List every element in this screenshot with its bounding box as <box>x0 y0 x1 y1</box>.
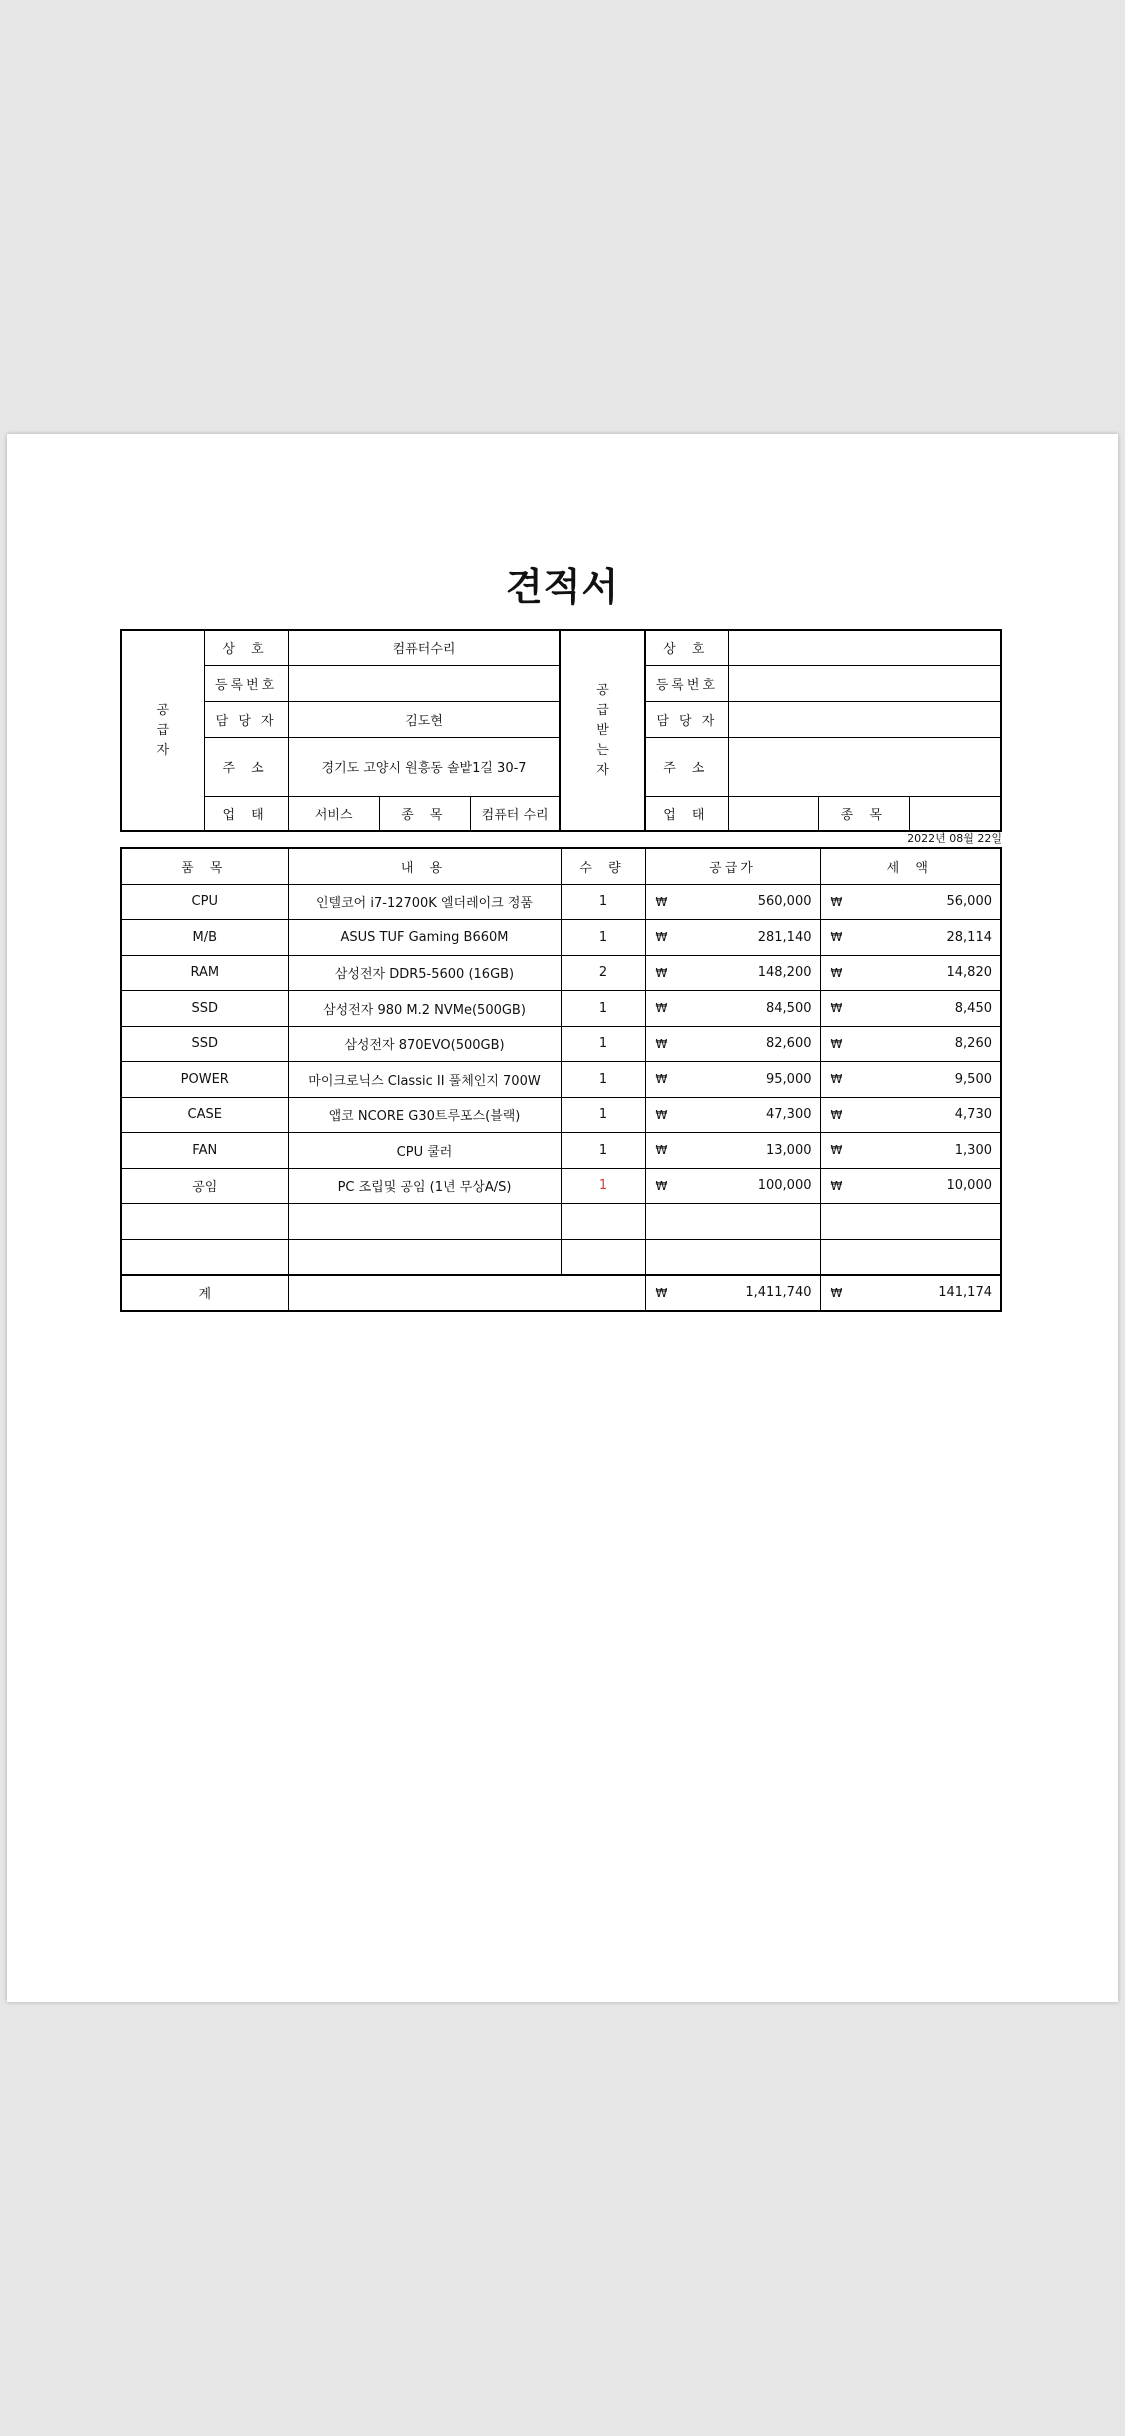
table-row <box>121 1026 1001 1062</box>
items-header-row <box>121 848 1001 884</box>
won-symbol: ₩ <box>830 1036 843 1051</box>
receiver-section-label: 공급받는자 <box>560 630 644 831</box>
receiver-business-item-value <box>910 796 1001 831</box>
row-item: SSD <box>121 1026 288 1062</box>
row-quantity: 2 <box>561 955 645 991</box>
row-description: 인텔코어 i7-12700K 엘더레이크 정품 <box>288 884 561 920</box>
row-supply-price: ₩ 95,000 <box>645 1062 820 1098</box>
won-symbol: ₩ <box>830 930 843 945</box>
supplier-manager-label: 담 당 자 <box>204 701 288 737</box>
document-page <box>7 434 1118 2002</box>
header-quantity: 수 량 <box>561 848 645 884</box>
table-row <box>121 991 1001 1027</box>
row-tax: ₩ 28,114 <box>820 920 1001 956</box>
won-symbol: ₩ <box>655 1285 668 1300</box>
receiver-reg-no-value <box>729 665 1001 701</box>
table-row <box>121 884 1001 920</box>
supplier-address-value: 경기도 고양시 원흥동 솔밭1길 30-7 <box>288 737 560 796</box>
row-description: 삼성전자 870EVO(500GB) <box>288 1026 561 1062</box>
receiver-address-value <box>729 737 1001 796</box>
row-description: PC 조립및 공임 (1년 무상A/S) <box>288 1168 561 1204</box>
total-tax: ₩ 141,174 <box>820 1275 1001 1311</box>
row-description: 삼성전자 980 M.2 NVMe(500GB) <box>288 991 561 1027</box>
row-quantity: 1 <box>561 1062 645 1098</box>
won-symbol: ₩ <box>655 1072 668 1087</box>
row-supply-price: ₩ 13,000 <box>645 1133 820 1169</box>
row-supply-price: ₩ 281,140 <box>645 920 820 956</box>
receiver-business-item-label: 종 목 <box>819 796 910 831</box>
row-tax: ₩ 8,260 <box>820 1026 1001 1062</box>
row-supply-price: ₩ 100,000 <box>645 1168 820 1204</box>
receiver-company-value <box>729 630 1001 665</box>
items-table <box>120 847 1002 1312</box>
row-tax: ₩ 1,300 <box>820 1133 1001 1169</box>
receiver-business-type-value <box>729 796 819 831</box>
row-tax: ₩ 14,820 <box>820 955 1001 991</box>
total-row <box>121 1275 1001 1311</box>
supplier-section-label: 공급자 <box>121 630 204 831</box>
supplier-business-item-value: 컴퓨터 수리 <box>470 796 560 831</box>
row-item: CPU <box>121 884 288 920</box>
row-quantity: 1 <box>561 1026 645 1062</box>
row-quantity: 1 <box>561 920 645 956</box>
table-row <box>121 1133 1001 1169</box>
won-symbol: ₩ <box>830 1072 843 1087</box>
empty-row <box>121 1239 1001 1275</box>
row-tax: ₩ 9,500 <box>820 1062 1001 1098</box>
row-item: 공임 <box>121 1168 288 1204</box>
supplier-company-label: 상 호 <box>204 630 288 665</box>
receiver-business-type-label: 업 태 <box>645 796 729 831</box>
row-description: 앱코 NCORE G30트루포스(블랙) <box>288 1097 561 1133</box>
empty-row <box>121 1204 1001 1240</box>
receiver-address-label: 주 소 <box>645 737 729 796</box>
won-symbol: ₩ <box>830 965 843 980</box>
table-row <box>121 1097 1001 1133</box>
table-row <box>121 955 1001 991</box>
row-supply-price: ₩ 84,500 <box>645 991 820 1027</box>
row-tax: ₩ 10,000 <box>820 1168 1001 1204</box>
won-symbol: ₩ <box>830 1107 843 1122</box>
total-blank <box>288 1275 645 1311</box>
row-supply-price: ₩ 47,300 <box>645 1097 820 1133</box>
won-symbol: ₩ <box>830 894 843 909</box>
won-symbol: ₩ <box>830 1001 843 1016</box>
row-item: POWER <box>121 1062 288 1098</box>
supplier-manager-value: 김도현 <box>288 701 560 737</box>
row-item: SSD <box>121 991 288 1027</box>
supplier-company-value: 컴퓨터수리 <box>288 630 560 665</box>
row-description: ASUS TUF Gaming B660M <box>288 920 561 956</box>
supplier-business-type-value: 서비스 <box>288 796 379 831</box>
supplier-business-type-label: 업 태 <box>204 796 288 831</box>
row-supply-price: ₩ 560,000 <box>645 884 820 920</box>
header-description: 내 용 <box>288 848 561 884</box>
row-item: FAN <box>121 1133 288 1169</box>
row-tax: ₩ 8,450 <box>820 991 1001 1027</box>
table-row <box>121 1168 1001 1204</box>
won-symbol: ₩ <box>655 1143 668 1158</box>
document-date: 2022년 08월 22일 <box>907 832 1002 845</box>
row-item: RAM <box>121 955 288 991</box>
receiver-company-label: 상 호 <box>645 630 729 665</box>
row-item: M/B <box>121 920 288 956</box>
table-row <box>121 1062 1001 1098</box>
won-symbol: ₩ <box>655 965 668 980</box>
receiver-manager-value <box>729 701 1001 737</box>
receiver-manager-label: 담 당 자 <box>645 701 729 737</box>
supplier-reg-no-label: 등록번호 <box>204 665 288 701</box>
total-label: 계 <box>121 1275 288 1311</box>
row-quantity: 1 <box>561 1097 645 1133</box>
row-supply-price: ₩ 82,600 <box>645 1026 820 1062</box>
row-quantity: 1 <box>561 1133 645 1169</box>
table-row <box>121 920 1001 956</box>
won-symbol: ₩ <box>830 1285 843 1300</box>
row-item: CASE <box>121 1097 288 1133</box>
header-supply-price: 공급가 <box>645 848 820 884</box>
won-symbol: ₩ <box>830 1178 843 1193</box>
supplier-business-item-label: 종 목 <box>379 796 470 831</box>
row-quantity: 1 <box>561 1168 645 1204</box>
row-description: 마이크로닉스 Classic II 풀체인지 700W <box>288 1062 561 1098</box>
row-description: 삼성전자 DDR5-5600 (16GB) <box>288 955 561 991</box>
header-tax: 세 액 <box>820 848 1001 884</box>
won-symbol: ₩ <box>655 1036 668 1051</box>
won-symbol: ₩ <box>655 894 668 909</box>
won-symbol: ₩ <box>655 1107 668 1122</box>
row-description: CPU 쿨러 <box>288 1133 561 1169</box>
header-item: 품 목 <box>121 848 288 884</box>
supplier-address-label: 주 소 <box>204 737 288 796</box>
won-symbol: ₩ <box>655 1178 668 1193</box>
row-supply-price: ₩ 148,200 <box>645 955 820 991</box>
row-quantity: 1 <box>561 991 645 1027</box>
total-supply-price: ₩ 1,411,740 <box>645 1275 820 1311</box>
receiver-reg-no-label: 등록번호 <box>645 665 729 701</box>
won-symbol: ₩ <box>830 1143 843 1158</box>
row-tax: ₩ 56,000 <box>820 884 1001 920</box>
won-symbol: ₩ <box>655 1001 668 1016</box>
won-symbol: ₩ <box>655 930 668 945</box>
row-quantity: 1 <box>561 884 645 920</box>
row-tax: ₩ 4,730 <box>820 1097 1001 1133</box>
party-info-table <box>120 629 1002 832</box>
document-title: 견적서 <box>505 565 620 609</box>
supplier-reg-no-value <box>288 665 560 701</box>
